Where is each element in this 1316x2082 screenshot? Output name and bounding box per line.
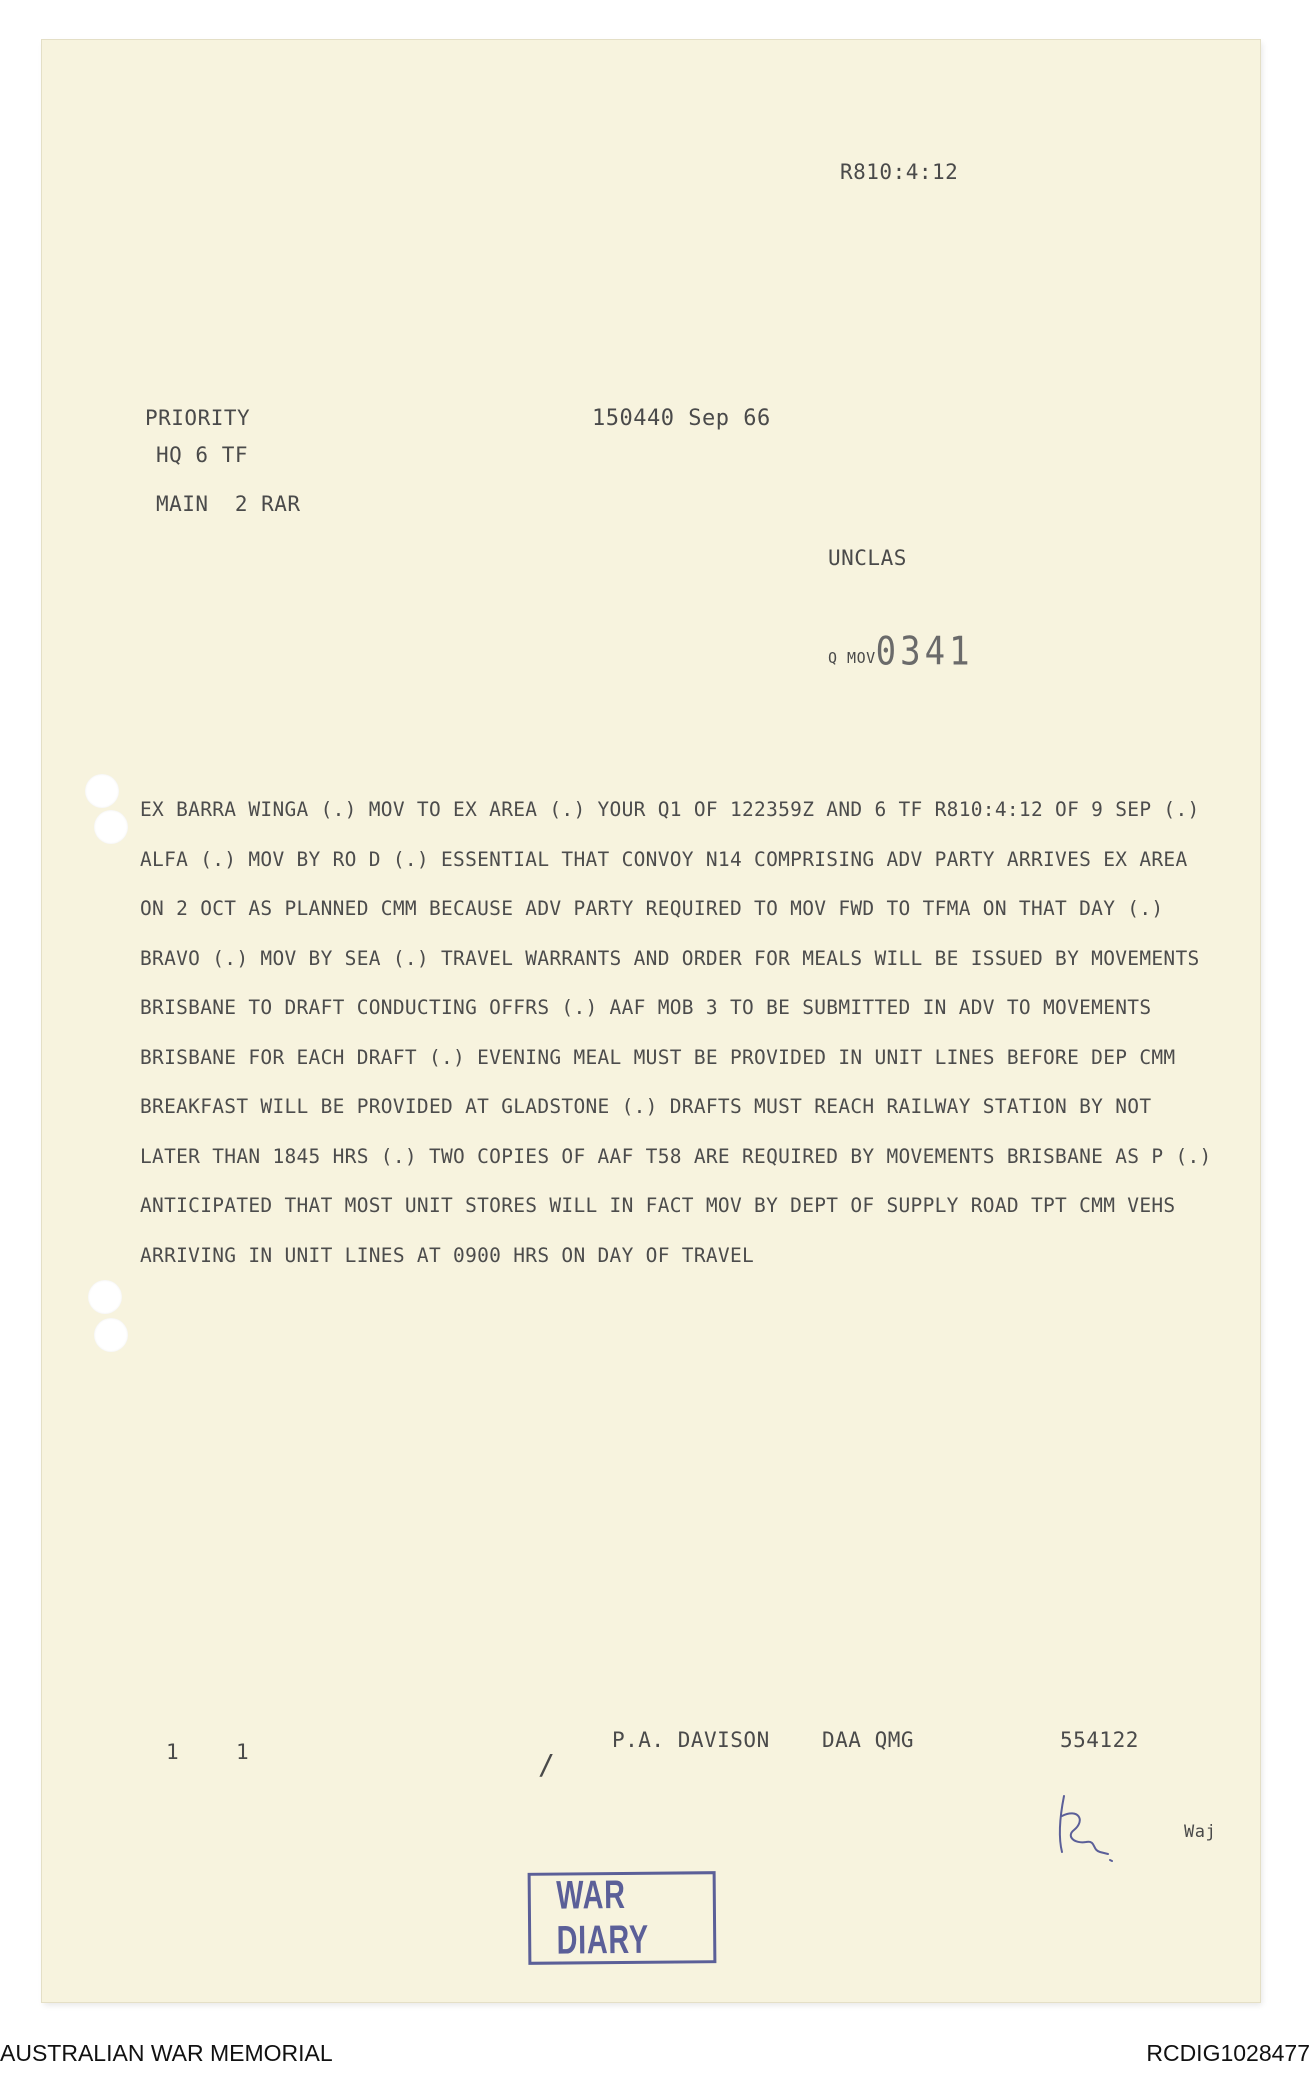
body-line: BRISBANE FOR EACH DRAFT (.) EVENING MEAL MUST BE PROVIDED IN UNIT LINES BEFORE DEP CMM — [140, 1045, 1176, 1069]
punch-hole — [94, 1318, 128, 1352]
signatory-phone: 554122 — [1060, 1728, 1139, 1752]
body-line: BREAKFAST WILL BE PROVIDED AT GLADSTONE (.) DRAFTS MUST REACH RAILWAY STATION BY NOT — [140, 1095, 1152, 1118]
body-line: ARRIVING IN UNIT LINES AT 0900 HRS ON DAY OF TRAVEL — [140, 1243, 755, 1267]
signatory-appointment: DAA QMG — [822, 1728, 915, 1752]
body-line: ALFA (.) MOV BY RO D (.) ESSENTIAL THAT CONVOY N14 COMPRISING ADV PARTY ARRIVES EX AREA — [140, 847, 1188, 871]
punch-hole — [94, 810, 128, 844]
classification: UNCLAS — [828, 546, 907, 570]
date-time-group: 150440 Sep 66 — [592, 406, 771, 431]
body-line: BRAVO (.) MOV BY SEA (.) TRAVEL WARRANTS AND ORDER FOR MEALS WILL BE ISSUED BY MOVEMENTS — [140, 946, 1200, 970]
handwritten-signature — [1052, 1786, 1142, 1866]
precedence: PRIORITY — [145, 406, 251, 430]
signatory-name: P.A. DAVISON — [612, 1728, 770, 1752]
punch-hole — [88, 1280, 122, 1314]
originator-number-value: 0341 — [875, 629, 974, 675]
originator-number — [828, 629, 974, 675]
from-line: HQ 6 TF — [156, 443, 249, 467]
initials: Waj — [1184, 1822, 1217, 1842]
footer-institution: AUSTRALIAN WAR MEMORIAL — [0, 2040, 333, 2066]
body-line: LATER THAN 1845 HRS (.) TWO COPIES OF AAF T58 ARE REQUIRED BY MOVEMENTS BRISBANE AS P (.) — [140, 1144, 1212, 1168]
document-page — [42, 40, 1260, 2002]
body-line: ON 2 OCT AS PLANNED CMM BECAUSE ADV PARTY REQUIRED TO MOV FWD TO TFMA ON THAT DAY (.) — [140, 897, 1164, 920]
body-line: EX BARRA WINGA (.) MOV TO EX AREA (.) YOUR Q1 OF 122359Z AND 6 TF R810:4:12 OF 9 SEP (.) — [140, 798, 1200, 821]
reference-top: R810:4:12 — [840, 160, 959, 184]
body-line: BRISBANE TO DRAFT CONDUCTING OFFRS (.) AAF MOB 3 TO BE SUBMITTED IN ADV TO MOVEMENTS — [140, 996, 1152, 1019]
page-mark-2: 1 — [236, 1740, 250, 1764]
body-line: ANTICIPATED THAT MOST UNIT STORES WILL IN FACT MOV BY DEPT OF SUPPLY ROAD TPT CMM VEHS — [140, 1194, 1176, 1217]
punch-hole — [85, 774, 119, 808]
to-line: MAIN 2 RAR — [156, 492, 301, 516]
war-diary-stamp — [528, 1871, 717, 1965]
slash-mark: / — [538, 1748, 556, 1781]
message-body — [140, 785, 1212, 1280]
originator-prefix: Q MOV — [828, 649, 876, 667]
stamp-text: WAR DIARY — [556, 1872, 650, 1963]
page-mark-1: 1 — [166, 1740, 180, 1764]
footer-record-id: RCDIG1028477 — [1146, 2040, 1310, 2066]
